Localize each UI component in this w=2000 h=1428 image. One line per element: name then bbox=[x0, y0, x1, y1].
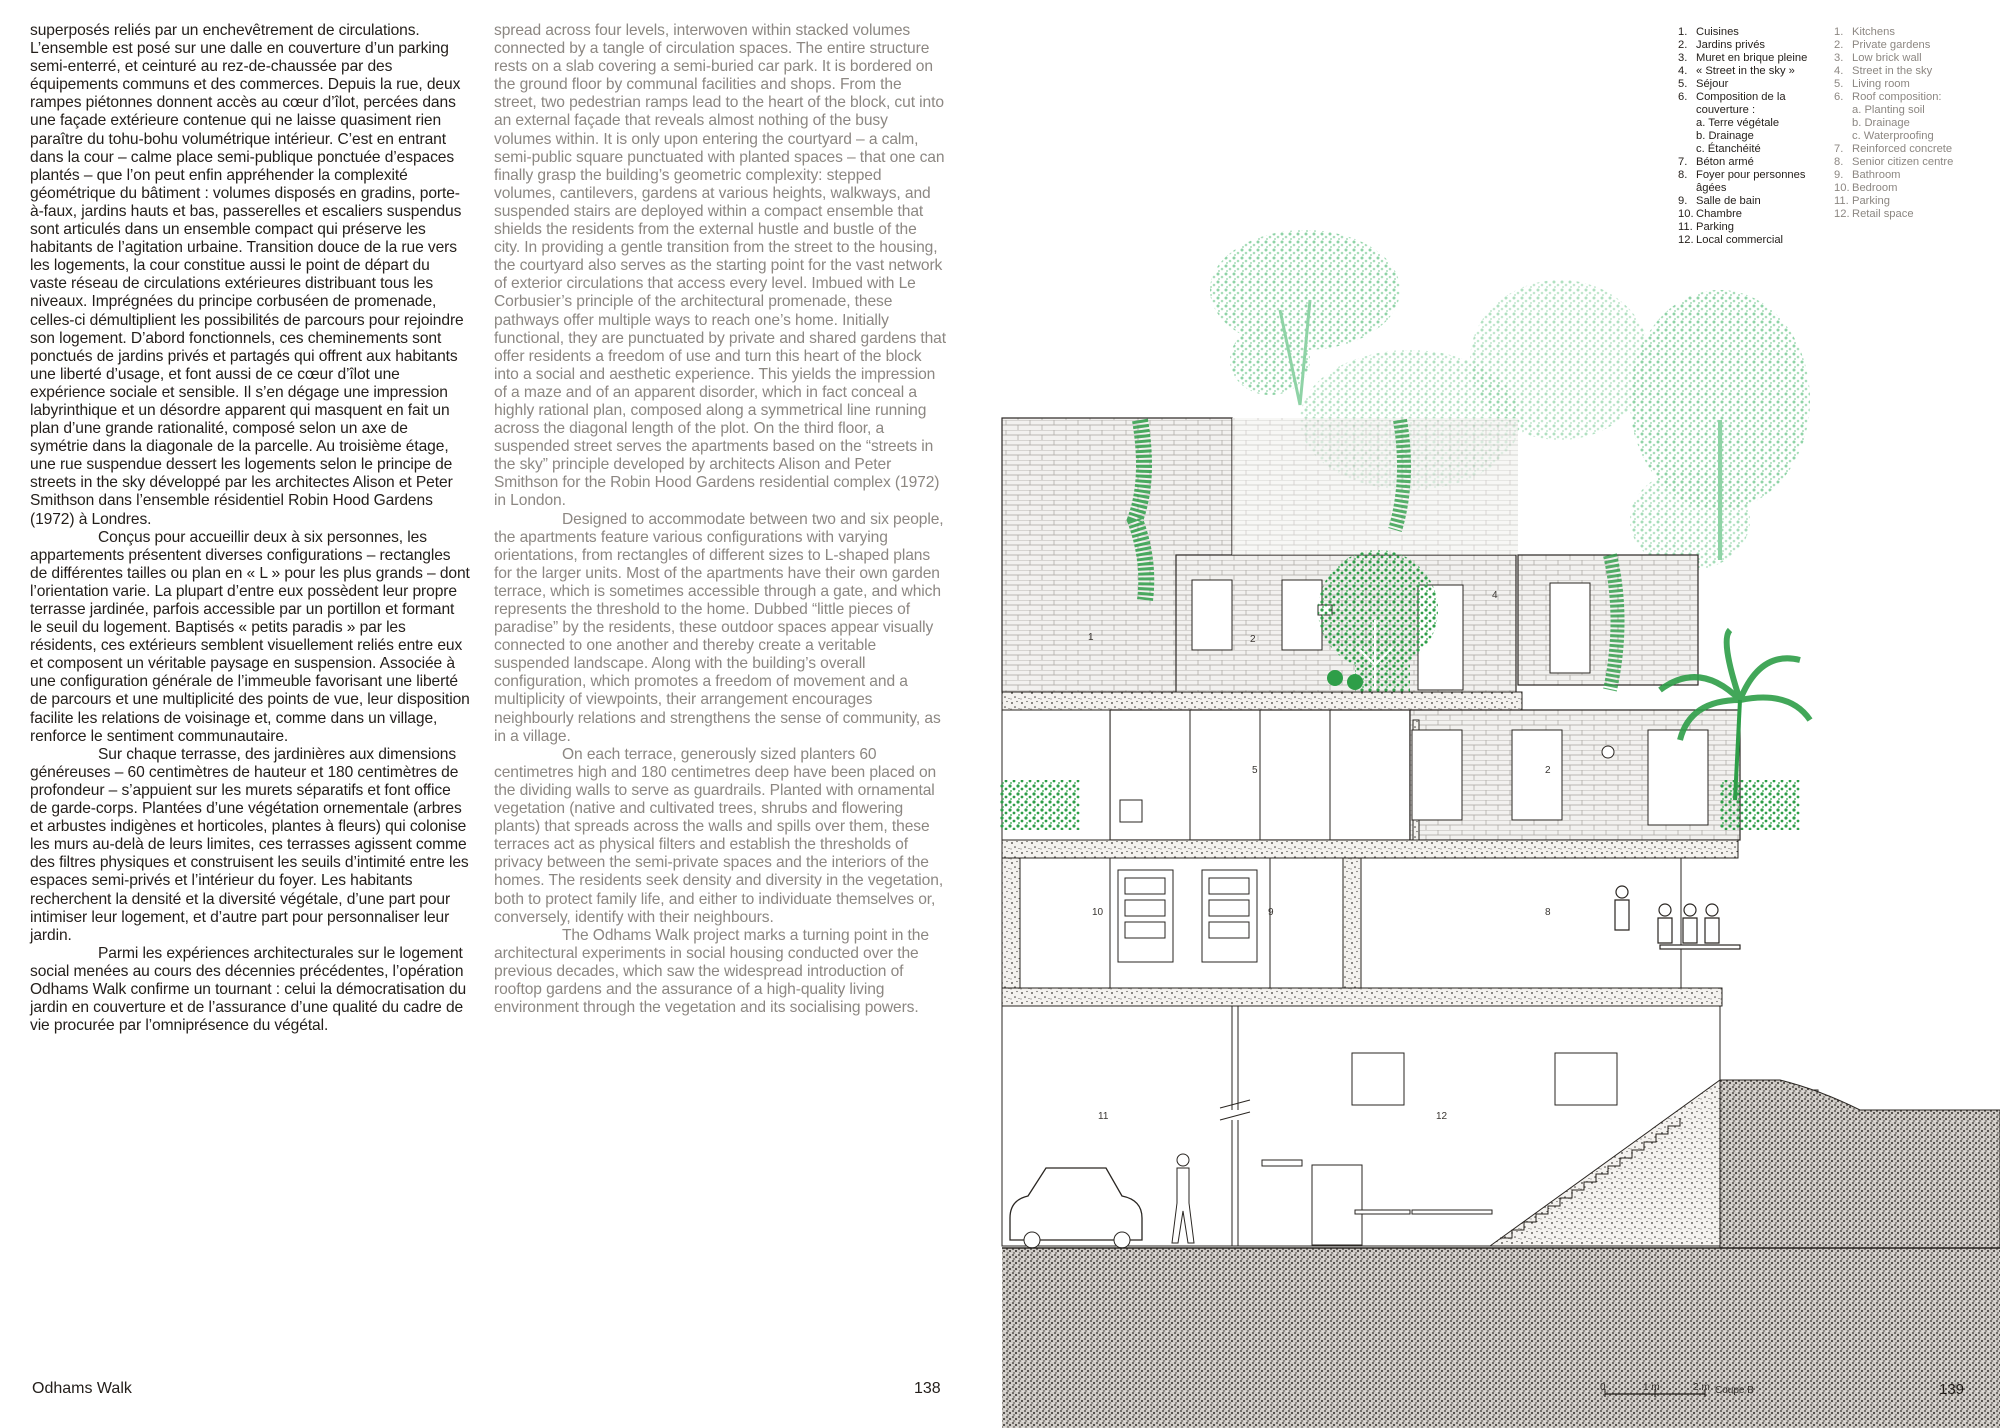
legend-number: 10. bbox=[1678, 208, 1694, 220]
legend-label: Bedroom bbox=[1852, 182, 1898, 194]
legend-number: 6. bbox=[1834, 91, 1844, 103]
legend-label: b. Drainage bbox=[1852, 117, 1910, 129]
page-number-right: 139 bbox=[1939, 1381, 1965, 1398]
room-label-retail: 12 bbox=[1436, 1111, 1448, 1122]
legend-number: 2. bbox=[1678, 39, 1688, 51]
legend-number: 7. bbox=[1678, 156, 1688, 168]
legend-label: Chambre bbox=[1696, 208, 1743, 220]
legend-label: Kitchens bbox=[1852, 26, 1895, 38]
english-paragraph: Designed to accommodate between two and six people, the apartments feature various configurations with varying orientations, from rectangles of different sizes to L-shaped plans for the larger units. Most of the apartments have their own garden terrace, which is sometimes accessible through a gate, and which represents the threshold to the home. Dubbed “little pieces of paradise” by the residents, these outdoor spaces appear visually connected to one another and thereby create a veritable suspended landscape. Along with the building’s overall configuration, which promotes a freedom of movement and a multiplicity of viewpoints, their arrangement encourages neighbourly relations and strengthens the sense of community, as in a village. bbox=[494, 510, 944, 745]
legend-label: c. Waterproofing bbox=[1852, 130, 1934, 142]
legend-number: 12. bbox=[1678, 234, 1694, 246]
legend-number: 9. bbox=[1834, 169, 1844, 181]
legend-number: 11. bbox=[1834, 195, 1849, 207]
room-label-kitchen: 1 bbox=[1088, 632, 1094, 643]
scale-mark-0: 0 bbox=[1600, 1382, 1606, 1393]
room-label-living-room: 5 bbox=[1252, 765, 1258, 776]
legend-number: 1. bbox=[1834, 26, 1844, 38]
slab-level-1 bbox=[1002, 988, 1722, 1006]
legend-label: Composition de la couverture : bbox=[1696, 91, 1786, 116]
legend-number: 4. bbox=[1678, 65, 1688, 77]
legend-label: Local commercial bbox=[1696, 234, 1784, 246]
legend-number: 5. bbox=[1678, 78, 1688, 90]
legend-label: Living room bbox=[1852, 78, 1910, 90]
ground-mound bbox=[1720, 1080, 2000, 1260]
legend-number: 10. bbox=[1834, 182, 1850, 194]
room-label-garden: 2 bbox=[1250, 634, 1256, 645]
legend-label: Private gardens bbox=[1852, 39, 1931, 51]
legend-number: 8. bbox=[1834, 156, 1844, 168]
legend-label: a. Terre végétale bbox=[1696, 117, 1780, 129]
legend-number: 8. bbox=[1678, 169, 1688, 181]
section-drawing bbox=[1000, 0, 2000, 1428]
legend-label: « Street in the sky » bbox=[1696, 65, 1795, 77]
level-1 bbox=[1002, 858, 1740, 988]
legend-label: Senior citizen centre bbox=[1852, 156, 1954, 168]
legend-label: Béton armé bbox=[1696, 156, 1754, 168]
french-paragraph: Parmi les expériences architecturales sur le logement social menées au cours des décennies précédentes, l’opération Odhams Walk confirme un tournant : celui la démocratisation du jardin en couverture et de l’assurance d’une qualité du cadre de vie procurée par l’omniprésence du végétal. bbox=[30, 944, 467, 1035]
english-paragraph: The Odhams Walk project marks a turning point in the architectural experiments in social housing conducted over the previous decades, which saw the widespread introduction of rooftop gardens and the assurance of a high-quality living environment through the vegetation and its socialising powers. bbox=[494, 926, 929, 1017]
legend-label: Séjour bbox=[1696, 78, 1729, 90]
upper-volume bbox=[1002, 418, 1698, 695]
legend-number: 12. bbox=[1834, 208, 1850, 220]
page-number-left: 138 bbox=[914, 1380, 941, 1397]
room-label-senior-centre: 8 bbox=[1545, 907, 1551, 918]
slab-level-3 bbox=[1002, 692, 1522, 710]
legend-label: a. Planting soil bbox=[1852, 104, 1925, 116]
legend-number: 3. bbox=[1678, 52, 1688, 64]
legend-number: 1. bbox=[1678, 26, 1688, 38]
legend-label: Bathroom bbox=[1852, 169, 1901, 181]
english-paragraph: On each terrace, generously sized planters 60 centimetres high and 180 centimetres deep have been placed on the dividing walls to serve as guardrails. Planted with ornamental vegetation (native and cultivated trees, shrubs and flowering plants) that spreads across the walls and spills over them, these terraces act as physical filters and establish the thresholds of privacy between the semi-private spaces and the interiors of the homes. The residents seek density and diversity in the vegetation, both to protect family life, and either to individuate themselves or, conversely, identify with their neighbours. bbox=[494, 745, 944, 926]
legend-label: Jardins privés bbox=[1696, 39, 1766, 51]
legend-number: 6. bbox=[1678, 91, 1688, 103]
room-label-bedroom: 10 bbox=[1092, 907, 1104, 918]
french-paragraph: Sur chaque terrasse, des jardinières aux dimensions généreuses – 60 centimètres de hauteur et 180 centimètres de profondeur – s’appuient sur les murets séparatifs et font office de garde-corps. Plantées d’une végétation ornementale (arbres et arbustes indigènes et horticoles, plantes à fleurs) qui colonise les murs au-delà de leurs limites, ces terrasses agissent comme des filtres physiques et construisent les seuils d’intimité entre les espaces semi-privés et l’intérieur du foyer. Les habitants recherchent la densité et la diversité végétale, d’une part pour intimiser leur logement, et d’autre part pour personnaliser leur jardin. bbox=[30, 745, 469, 944]
english-paragraph: spread across four levels, interwoven within stacked volumes connected by a tangle of circulation spaces. The entire structure rests on a slab covering a semi-buried car park. It is bordered on the ground floor by communal facilities and shops. From the street, two pedestrian ramps lead to the heart of the block, cut into an external façade that reveals almost nothing of the busy volumes within. It is only upon entering the courtyard – a calm, semi-public square punctuated with planted spaces – that one can finally grasp the building’s geometric complexity: stepped volumes, cantilevers, gardens at various heights, walkways, and suspended stairs are deployed within a compact ensemble that shields the residents from the external hustle and bustle of the city. In providing a gentle transition from the street to the housing, the courtyard also serves as the starting point for the vast network of exterior circulations that access every level. Imbued with Le Corbusier’s principle of the architectural promenade, these pathways offer multiple ways to reach one’s home. Initially functional, they are punctuated by private and shared gardens that offer residents a freedom of use and turn this heart of the block into a social and aesthetic experience. This yields the impression of a maze and of an apparent disorder, which in fact conceal a highly rational plan, composed along a symmetrical line running across the diagonal length of the plot. On the third floor, a suspended street serves the apartments based on the “streets in the sky” principle developed by architects Alison and Peter Smithson for the Robin Hood Gardens residential complex (1972) in London. bbox=[494, 22, 946, 510]
legend-label: Muret en brique pleine bbox=[1696, 52, 1808, 64]
legend-number: 2. bbox=[1834, 39, 1844, 51]
room-label-garden-2: 2 bbox=[1545, 765, 1551, 776]
footer-title: Odhams Walk bbox=[32, 1380, 132, 1397]
legend-label: Reinforced concrete bbox=[1852, 143, 1953, 155]
legend-number: 7. bbox=[1834, 143, 1844, 155]
room-label-bathroom: 9 bbox=[1268, 907, 1274, 918]
room-label-parking: 11 bbox=[1098, 1111, 1109, 1122]
french-paragraph: superposés reliés par un enchevêtrement de circulations. L’ensemble est posé sur une dalle en couverture d’un parking semi-enterré, et ceinturé au rez-de-chaussée par des équipements communs et des commerces. Depuis la rue, deux rampes piétonnes donnent accès au cœur d’îlot, percées dans une façade extérieure contenue qui ne laisse quasiment rien paraître du tohu-bohu volumétrique intérieur. C’est en entrant dans la cour – calme place semi-publique ponctuée d’espaces plantés – que l’on peut enfin appréhender la complexité géométrique du bâtiment : volumes disposés en gradins, porte-à-faux, jardins hauts et bas, passerelles et escaliers suspendus sont articulés dans un ensemble compact qui préserve les habitants de l’agitation urbaine. Transition douce de la rue vers les logements, la cour constitue aussi le point de départ du vaste réseau de circulations extérieures distribuant tous les niveaux. Imprégnées du principe corbuséen de promenade, celles-ci démultiplient les possibilités de parcours pour rejoindre son logement. D’abord fonctionnels, ces cheminements sont ponctués de jardins privés et partagés qui offrent aux habitants une liberté d’usage, et font aussi de ce cœur d’îlot une expérience sociale et sensible. Il s’en dégage une impression labyrinthique et un désordre apparent qui masquent en fait un plan d’une grande rationalité, composé selon un axe de symétrie dans la diagonale de la parcelle. Au troisième étage, une rue suspendue dessert les logements selon le principe de streets in the sky développé par les architectes Alison et Peter Smithson dans l’ensemble résidentiel Robin Hood Gardens (1972) à Londres. bbox=[30, 22, 464, 528]
ground-layer bbox=[1002, 1248, 2000, 1428]
legend-label: Cuisines bbox=[1696, 26, 1739, 38]
scale-mark-1m: 1 m bbox=[1643, 1382, 1660, 1393]
english-text-column bbox=[494, 22, 946, 1017]
legend-number: 11. bbox=[1678, 221, 1693, 233]
french-paragraph: Conçus pour accueillir deux à six personnes, les appartements présentent diverses configurations – rectangles de différentes tailles ou plan en « L » pour les plus grands – dont l’orientation varie. La plupart d’entre eux possèdent leur propre terrasse jardinée, parfois accessible par un portillon et formant le seuil du logement. Baptisés « petits paradis » par les résidents, ces extérieurs semblent visuellement reliés entre eux et composent un véritable paysage en suspension. Associée à une configuration générale de l’immeuble favorisant une liberté de parcours et une multiplicité des points de vue, leur disposition facilite les relations de voisinage et, comme dans un village, renforce le sentiment communautaire. bbox=[30, 528, 470, 745]
slab-level-2 bbox=[1002, 840, 1738, 858]
legend-number: 4. bbox=[1834, 65, 1844, 77]
legend-label: Parking bbox=[1696, 221, 1734, 233]
legend-number: 9. bbox=[1678, 195, 1688, 207]
legend-label: Salle de bain bbox=[1696, 195, 1761, 207]
legend-number: 5. bbox=[1834, 78, 1844, 90]
ground-floor bbox=[1002, 1006, 1818, 1250]
legend-label: Retail space bbox=[1852, 208, 1914, 220]
legend-label: Street in the sky bbox=[1852, 65, 1933, 77]
scale-mark-2m: 2 m bbox=[1693, 1382, 1710, 1393]
legend-number: 3. bbox=[1834, 52, 1844, 64]
legend-label: b. Drainage bbox=[1696, 130, 1754, 142]
french-text-column bbox=[30, 22, 470, 1035]
legend-label: Roof composition: bbox=[1852, 91, 1942, 103]
legend-label: c. Étanchéité bbox=[1696, 143, 1761, 155]
legend-label: Parking bbox=[1852, 195, 1890, 207]
legend-label: Low brick wall bbox=[1852, 52, 1922, 64]
legend-label: Foyer pour personnes âgées bbox=[1696, 169, 1806, 194]
room-label-street-in-the-sky: 4 bbox=[1492, 590, 1498, 601]
section-caption: Coupe B bbox=[1715, 1385, 1754, 1396]
